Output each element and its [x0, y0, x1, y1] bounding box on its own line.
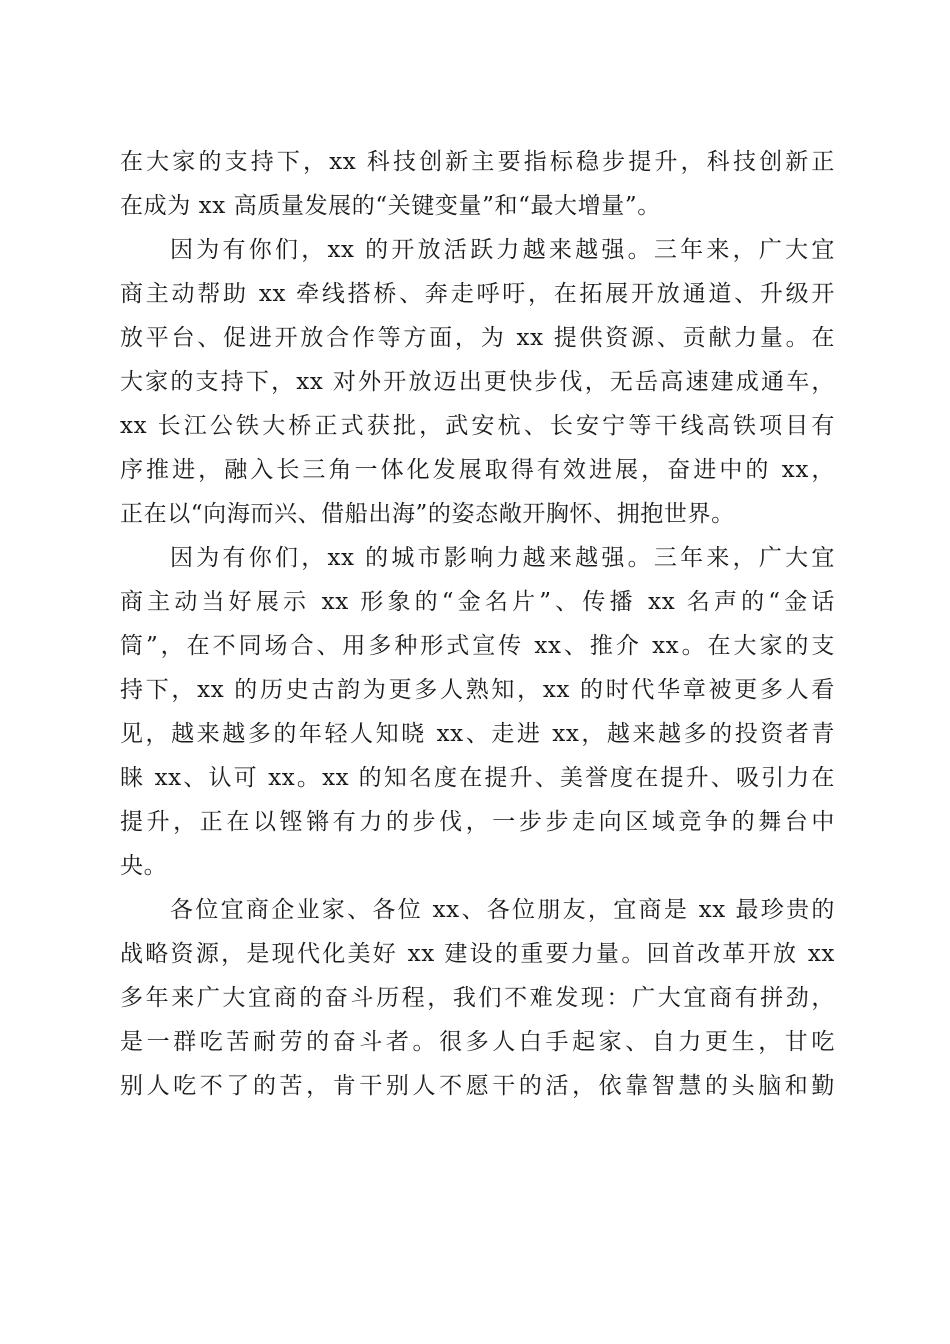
text-line: 在大家的支持下，xx 科技创新主要指标稳步提升，科技创新正: [120, 149, 835, 175]
text-line: 在成为 xx 高质量发展的“关键变量”和“最大增量”。: [120, 193, 661, 219]
text-line: 因为有你们，xx 的开放活跃力越来越强。三年来，广大宜: [170, 237, 835, 263]
text-line: 序推进，融入长三角一体化发展取得有效进展，奋进中的 xx，: [120, 457, 835, 483]
text-line: 筒”，在不同场合、用多种形式宣传 xx、推介 xx。在大家的支: [120, 633, 835, 659]
text-line: 提升，正在以铿锵有力的步伐，一步步走向区域竞争的舞台中: [120, 809, 835, 835]
text-line: 各位宜商企业家、各位 xx、各位朋友，宜商是 xx 最珍贵的: [170, 897, 835, 923]
text-line: 商主动当好展示 xx 形象的“金名片”、传播 xx 名声的“金话: [120, 589, 835, 615]
text-line: 因为有你们，xx 的城市影响力越来越强。三年来，广大宜: [170, 545, 835, 571]
text-line: 是一群吃苦耐劳的奋斗者。很多人白手起家、自力更生，甘吃: [120, 1029, 835, 1055]
body-text: [120, 140, 835, 1108]
text-line: 大家的支持下，xx 对外开放迈出更快步伐，无岳高速建成通车，: [120, 369, 835, 395]
text-line: 商主动帮助 xx 牵线搭桥、奔走呼吁，在拓展开放通道、升级开: [120, 281, 835, 307]
text-line: 别人吃不了的苦，肯干别人不愿干的活，依靠智慧的头脑和勤: [120, 1073, 835, 1099]
text-line: 放平台、促进开放合作等方面，为 xx 提供资源、贡献力量。在: [120, 325, 835, 351]
text-line: 正在以“向海而兴、借船出海”的姿态敞开胸怀、拥抱世界。: [120, 501, 735, 527]
text-line: 多年来广大宜商的奋斗历程，我们不难发现：广大宜商有拼劲，: [120, 985, 835, 1011]
text-line: xx 长江公铁大桥正式获批，武安杭、长安宁等干线高铁项目有: [120, 413, 835, 439]
text-line: 央。: [120, 853, 168, 879]
text-line: 战略资源，是现代化美好 xx 建设的重要力量。回首改革开放 xx: [120, 941, 835, 967]
text-line: 持下，xx 的历史古韵为更多人熟知，xx 的时代华章被更多人看: [120, 677, 835, 703]
text-line: 见，越来越多的年轻人知晓 xx、走进 xx，越来越多的投资者青: [120, 721, 835, 747]
text-line: 睐 xx、认可 xx。xx 的知名度在提升、美誉度在提升、吸引力在: [120, 765, 835, 791]
